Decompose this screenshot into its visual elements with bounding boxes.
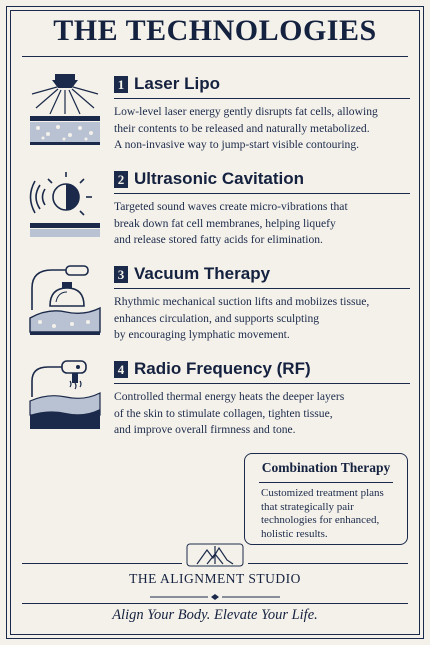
description-line: enhances circulation, and supports sculpting [114,311,320,325]
section-header [114,262,270,286]
section-divider [114,383,410,384]
description-line: by encouraging lymphatic movement. [114,328,290,341]
page-title: THE TECHNOLOGIES [53,14,377,47]
section-header [114,357,311,381]
tagline-divider [22,603,408,604]
description-line: of the skin to stimulate collagen, tighten tissue, [114,406,333,420]
description-line: and release stored fatty acids for elimination. [114,233,323,246]
description-line: that strategically pair [261,500,354,513]
section-description [114,199,410,249]
combination-therapy-box [244,453,408,545]
section-laser-lipo [22,72,410,162]
section-description [114,389,410,439]
section-divider [114,98,410,99]
description-line: Customized treatment plans [261,487,384,499]
description-line: and improve overall firmness and tone. [114,423,296,436]
section-title: Radio Frequency (RF) [134,359,311,378]
combo-divider [259,482,393,483]
combo-title: Combination Therapy [261,460,391,475]
description-line: Controlled thermal energy heats the deeper layers [114,390,345,403]
description-line: holistic results. [261,527,328,540]
title-divider [22,56,408,57]
vacuum-icon [28,262,102,342]
section-description [114,104,410,154]
combo-description [261,487,399,541]
footer-divider-right [248,563,408,564]
rf-icon [28,357,102,437]
ultrasound-icon [28,167,102,247]
section-divider [114,193,410,194]
section-header [114,72,220,96]
section-description [114,294,410,344]
description-line: Low-level laser energy gently disrupts fat cells, allowing [114,105,378,118]
section-title: Ultrasonic Cavitation [134,169,305,188]
description-line: break down fat cell membranes, helping liquefy [114,216,336,230]
section-ultrasonic-cavitation [22,167,410,257]
description-line: Rhythmic mechanical suction lifts and mobiizes tissue, [114,295,370,308]
description-line: their contents to be released and naturally metabolized. [114,121,370,135]
description-line: A non-invasive way to jump-start visible contouring. [114,138,360,151]
section-number-badge: 4 [114,361,128,378]
studio-name: THE ALIGNMENT STUDIO [129,571,301,586]
section-number-badge: 3 [114,266,128,283]
footer-divider-left [22,563,182,564]
section-vacuum-therapy [22,262,410,352]
studio-logo-icon [185,542,245,568]
section-number-badge: 2 [114,171,128,188]
description-line: Targeted sound waves create micro-vibrations that [114,200,348,213]
section-title: Vacuum Therapy [134,264,271,283]
diamond-divider-icon [150,594,280,600]
section-divider [114,288,410,289]
laser-icon [28,72,102,152]
section-title: Laser Lipo [134,74,220,93]
section-header [114,167,304,191]
section-radio-frequency [22,357,410,447]
section-number-badge: 1 [114,76,128,93]
tagline: Align Your Body. Elevate Your Life. [112,607,318,623]
description-line: technologies for enhanced, [261,514,380,526]
